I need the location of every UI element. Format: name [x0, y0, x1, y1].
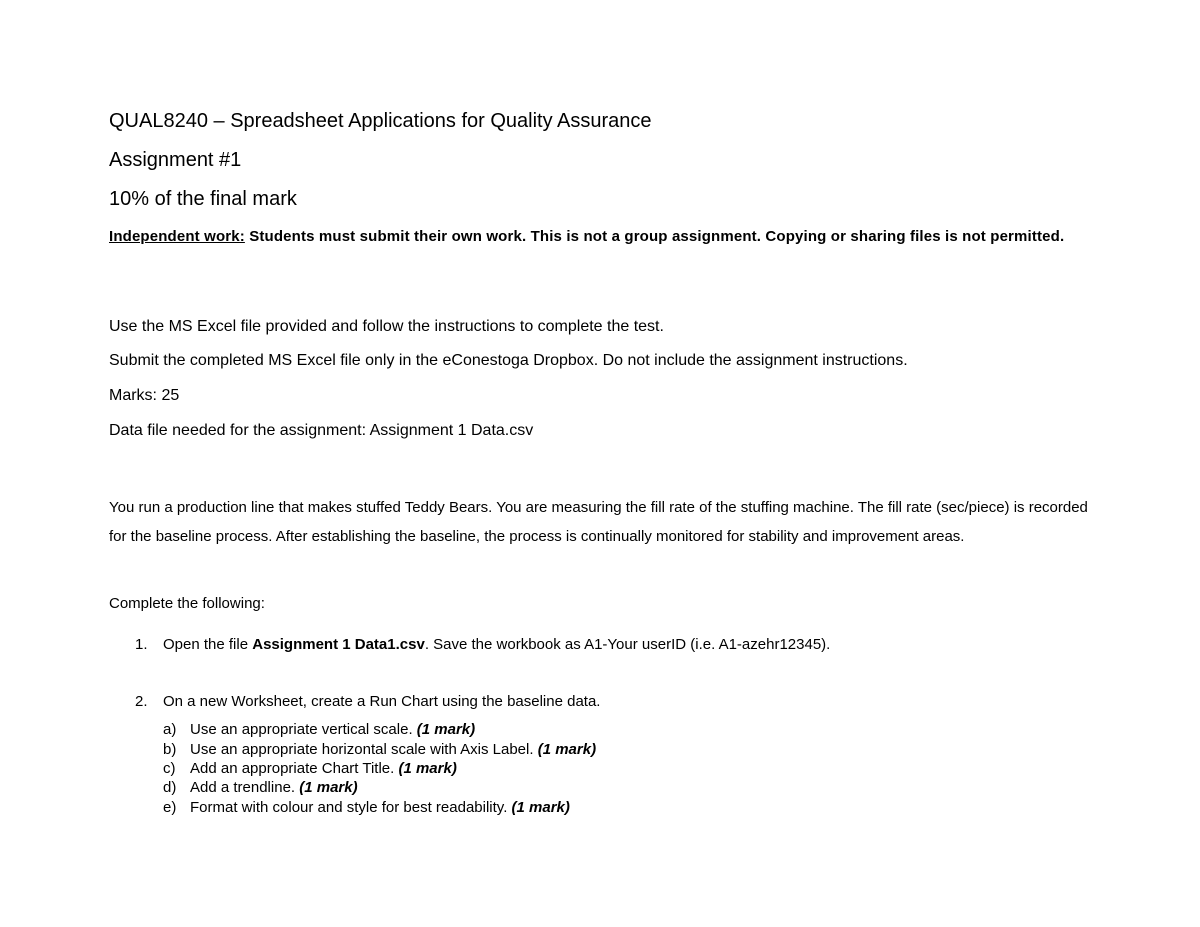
subtask-item [163, 798, 570, 818]
complete-label: Complete the following: [109, 595, 265, 612]
course-title: QUAL8240 – Spreadsheet Applications for Quality Assurance [109, 110, 652, 132]
instruction-line: Use the MS Excel file provided and follow the instructions to complete the test. [109, 318, 664, 335]
marks-line: Marks: 25 [109, 387, 180, 404]
subtask-letter: e) [163, 799, 177, 816]
task-1-prefix: Open the file [163, 636, 253, 653]
subtask-text: Use an appropriate horizontal scale with Axis Label. [190, 741, 538, 758]
task-number: 1. [135, 636, 148, 653]
notice-text: Students must submit their own work. This is not a group assignment. Copying or sharing files is not permitted. [244, 228, 1065, 245]
subtask-letter: b) [163, 741, 177, 758]
subtask-letter: d) [163, 779, 177, 796]
notice-label: Independent work: [109, 228, 245, 245]
subtask-text: Add an appropriate Chart Title. [190, 760, 399, 777]
subtask-mark: (1 mark) [511, 799, 570, 816]
scenario-paragraph: You run a production line that makes stuffed Teddy Bears. You are measuring the fill rate of the stuffing machine. The fill rate (sec/piece) is recorded for the baseline process. After establishing the baseline, the process is continually monitored for stability and improvement areas. [109, 499, 1088, 545]
task-2: On a new Worksheet, create a Run Chart using the baseline data. [163, 693, 601, 710]
subtask-item [163, 778, 358, 798]
subtask-mark: (1 mark) [398, 760, 457, 777]
subtask-mark: (1 mark) [299, 779, 358, 796]
task-number: 2. [135, 693, 148, 710]
assignment-number: Assignment #1 [109, 149, 242, 171]
subtask-item [163, 740, 596, 760]
task-1-suffix: . Save the workbook as A1-Your userID (i.e. A1-azehr12345). [424, 636, 831, 653]
subtask-mark: (1 mark) [416, 721, 476, 738]
subtask-item [163, 759, 457, 779]
task-1 [163, 636, 830, 653]
task-1-filename: Assignment 1 Data1.csv [252, 636, 425, 653]
independent-work-notice [109, 226, 1099, 247]
grade-weight: 10% of the final mark [109, 188, 297, 210]
instruction-line: Submit the completed MS Excel file only in the eConestoga Dropbox. Do not include the assignment instructions. [109, 352, 908, 369]
subtask-letter: c) [163, 760, 176, 777]
subtask-letter: a) [163, 721, 177, 738]
subtask-text: Use an appropriate vertical scale. [190, 721, 417, 738]
subtask-item [163, 720, 475, 740]
subtask-text: Format with colour and style for best readability. [190, 799, 512, 816]
subtask-text: Add a trendline. [190, 779, 300, 796]
subtask-mark: (1 mark) [537, 741, 597, 758]
data-file-line: Data file needed for the assignment: Assignment 1 Data.csv [109, 422, 534, 439]
